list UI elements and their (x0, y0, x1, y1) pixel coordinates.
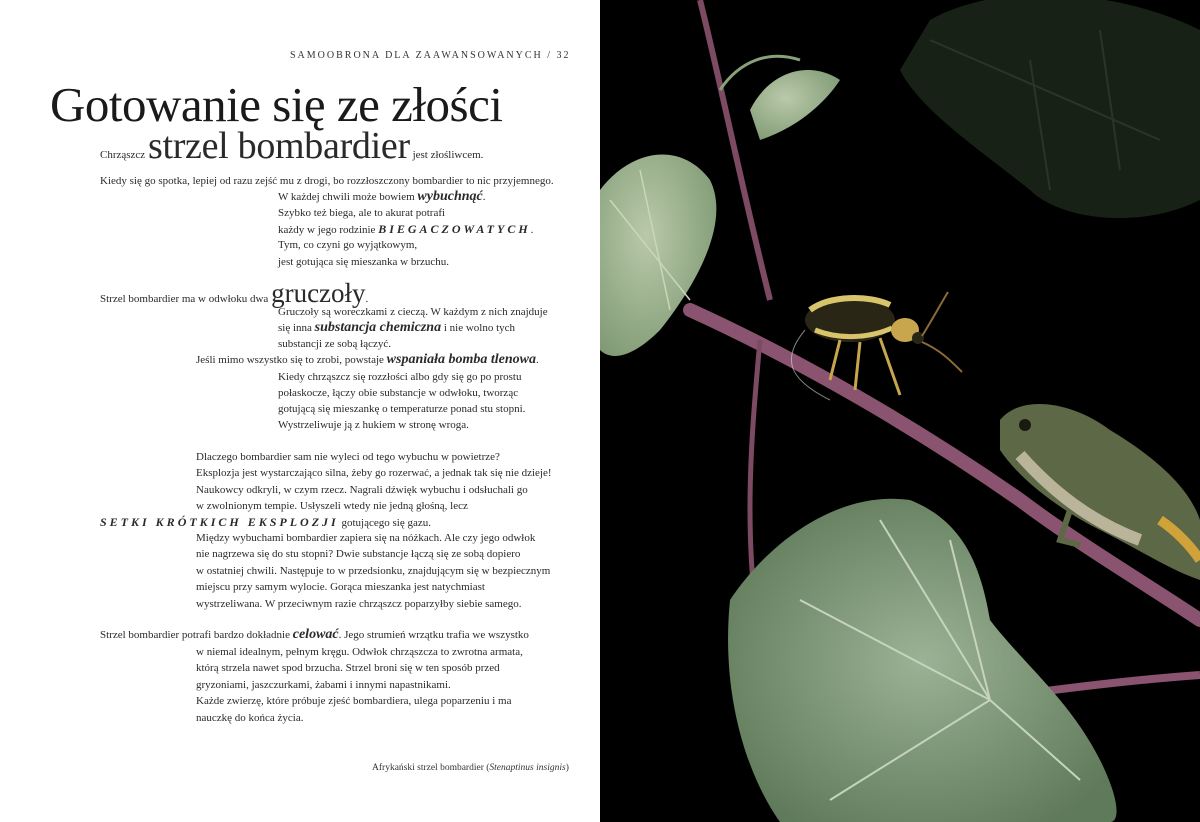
light-leaf-left (600, 155, 716, 356)
p1-line-1 (100, 125, 484, 167)
p3-line-9: miejscu przy samym wylocie. Gorąca mieszanka jest natychmiast (196, 581, 485, 593)
p2-line-1 (100, 278, 369, 308)
p3-line-6: Między wybuchami bombardier zapiera się na nóżkach. Ale czy jego odwłok (196, 532, 536, 544)
emphasis-bomba: wspaniała bomba tlenowa (386, 352, 537, 367)
emphasis-substancja: substancja chemiczna (314, 320, 442, 335)
p2-line-3 (278, 321, 515, 335)
text: W każdej chwili może bowiem (278, 191, 418, 203)
text: Jeśli mimo wszystko się to zrobi, powstaje (196, 354, 387, 366)
p3-line-5 (100, 515, 431, 530)
small-leaf-top (750, 70, 840, 140)
text: Afrykański strzel bombardier ( (372, 763, 490, 773)
text: . (482, 191, 486, 203)
p3-line-1: Dlaczego bombardier sam nie wyleci od tego wybuchu w powietrze? (196, 451, 500, 463)
p1-line-7: jest gotująca się mieszanka w brzuchu. (278, 256, 450, 268)
p1-line-3 (278, 190, 485, 204)
highlight-gruczoly: gruczoły (271, 278, 366, 308)
p3-line-8: w ostatniej chwili. Następuje to w przedsionku, znajdującym się w bezpiecznym (196, 565, 551, 577)
p3-line-4: w zwolnionym tempie. Usłyszeli wtedy nie jedną głośną, lecz (196, 500, 468, 512)
figure-caption (372, 763, 569, 773)
text: . (536, 354, 539, 366)
p2-line-9: Wystrzeliwuje ją z hukiem w stronę wroga. (278, 419, 469, 431)
p4-line-3: którą strzela nawet spod brzucha. Strzel broni się w ten sposób przed (196, 662, 500, 674)
p4-line-2: w niemal idealnym, pełnym kręgu. Odwłok chrząszcza to zwrotna armata, (196, 646, 523, 658)
p1-line-2: Kiedy się go spotka, lepiej od razu zejść mu z drogi, bo rozzłoszczony bombardier to nic przyjemnego. (100, 175, 554, 187)
emphasis-wybuchnac: wybuchnąć (417, 189, 483, 204)
text: się inna (278, 322, 315, 334)
p3-line-3: Naukowcy odkryli, w czym rzecz. Nagrali dźwięk wybuchu i odsłuchali go (196, 484, 528, 496)
text: i nie wolno tych (441, 322, 516, 334)
text: Strzel bombardier potrafi bardzo dokładnie (100, 629, 293, 641)
p2-line-2: Gruczoły są woreczkami z cieczą. W każdym z nich znajduje (278, 306, 548, 318)
bombardier-illustration (600, 0, 1200, 822)
emphasis-celowac: celować (292, 627, 339, 642)
highlight-strzel-bombardier: strzel bombardier (147, 125, 410, 167)
dark-leaf-top (900, 0, 1200, 218)
running-header: SAMOOBRONA DLA ZAAWANSOWANYCH / 32 (290, 50, 571, 61)
p4-line-4: gryzoniami, jaszczurkami, żabami i innymi napastnikami. (196, 679, 451, 691)
p1-line-5 (278, 222, 533, 237)
p2-line-7: połaskocze, łączy obie substancje w odwłoku, tworząc (278, 387, 519, 399)
text: jest złośliwcem. (409, 149, 484, 161)
text: gotującego się gazu. (338, 517, 431, 529)
text: . (530, 224, 534, 236)
p3-line-2: Eksplozja jest wystarczająco silna, żeby go rozerwać, a jednak tak się nie dzieje! (196, 467, 552, 479)
text: . (365, 293, 369, 305)
p2-line-8: gotującą się mieszankę o temperaturze ponad stu stopni. (278, 403, 526, 415)
caps-biegaczowatych: BIEGACZOWATYCH (378, 222, 531, 236)
p3-line-7: nie nagrzewa się do stu stopni? Dwie substancje łączą się ze sobą dopiero (196, 548, 521, 560)
p3-line-10: wystrzeliwana. W przeciwnym razie chrząszcz poparzyłby siebie samego. (196, 598, 522, 610)
p4-line-1 (100, 628, 529, 642)
p4-line-5: Każde zwierzę, które próbuje zjeść bombardiera, ulega poparzeniu i ma (196, 695, 512, 707)
latin-name: Stenaptinus insignis (489, 763, 566, 773)
text: Strzel bombardier ma w odwłoku dwa (100, 293, 272, 305)
caps-setki-eksplozji: SETKI KRÓTKICH EKSPLOZJI (100, 515, 339, 529)
p4-line-6: nauczkę do końca życia. (196, 712, 304, 724)
page-title: Gotowanie się ze złości (50, 77, 503, 132)
bombardier-beetle (791, 292, 962, 400)
big-leaf-bottom (728, 499, 1117, 822)
right-page-illustration (600, 0, 1200, 822)
text: ) (565, 763, 569, 773)
p1-line-4: Szybko też biega, ale to akurat potrafi (278, 207, 446, 219)
p2-line-6: Kiedy chrząszcz się rozzłości albo gdy się go po prostu (278, 371, 522, 383)
p2-line-5 (196, 353, 539, 367)
text: każdy w jego rodzinie (278, 224, 379, 236)
p2-line-4: substancji ze sobą łączyć. (278, 338, 392, 350)
text: Chrząszcz (100, 149, 148, 161)
p1-line-6: Tym, co czyni go wyjątkowym, (278, 239, 418, 251)
text: . Jego strumień wrzątku trafia we wszystko (338, 629, 529, 641)
